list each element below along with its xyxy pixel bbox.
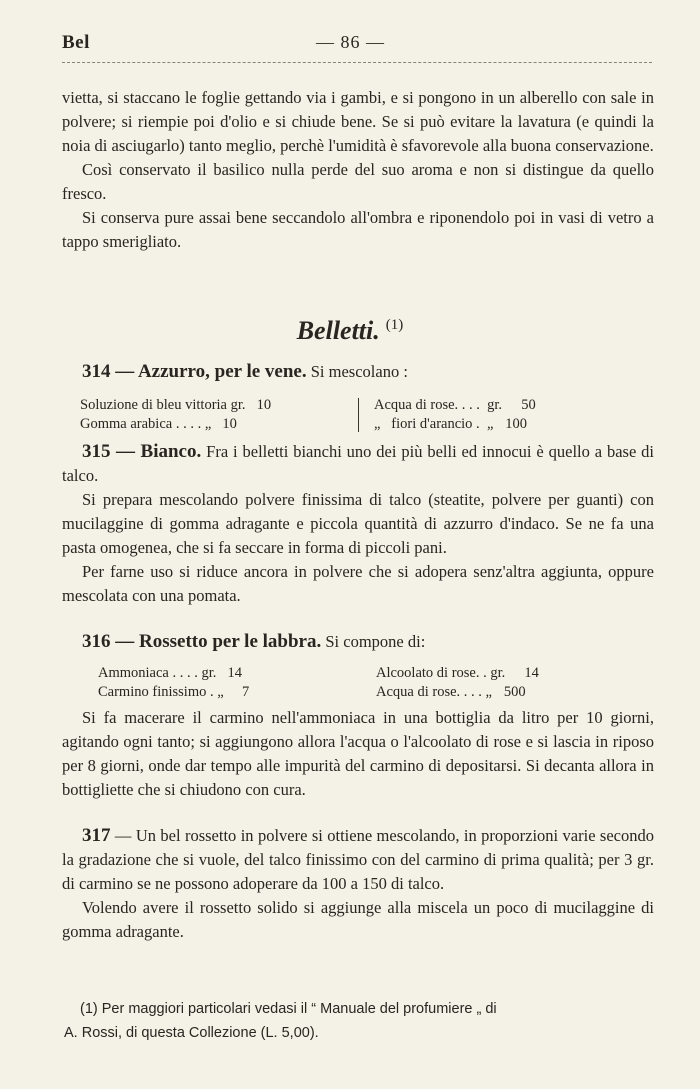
ingredient-name: Soluzione di bleu vittoria (80, 397, 227, 413)
ingredient-name: Carmino finissimo . (98, 684, 214, 700)
ingredient-name: Acqua di rose. . . . (376, 684, 482, 700)
ingredients-left (80, 396, 330, 434)
recipe-316-heading-line (62, 630, 654, 654)
running-title: Bel (62, 32, 90, 53)
recipe-316-heading: 316 — Rossetto per le labbra. (82, 631, 322, 652)
recipe-314-heading-line (62, 360, 654, 384)
page-number: — 86 — (316, 32, 385, 52)
ingredient-unit: gr. (487, 397, 503, 413)
recipe-316-paragraph: Si fa macerare il carmino nell'ammoniaca in una bottiglia da litro per 10 giorni, agitando ogni tanto; si aggiungono allora l'acqua o l'alcoolato di rose e si lascia in riposo per 8 giorni, onde dar tempo alle impurità del carmino di depositarsi. Si decanta allora in bottigliette che si chiudono con cura. (62, 708, 654, 799)
recipe-316-ingredients (80, 664, 640, 704)
ingredients-right (374, 396, 644, 434)
ingredient-name: Acqua di rose. . . . (374, 397, 480, 413)
ingredient-row (80, 396, 330, 415)
ingredient-qty: 10 (222, 416, 237, 432)
ingredient-row (98, 664, 348, 683)
recipe-315 (62, 440, 654, 608)
ingredient-qty: 14 (524, 665, 539, 681)
recipe-314-lead: Si mescolano : (306, 362, 408, 381)
section-title-text: Belletti. (296, 316, 380, 345)
ingredient-row (80, 415, 330, 434)
footnote-line: A. Rossi, di questa Collezione (L. 5,00). (64, 1025, 319, 1041)
footnote-line: (1) Per maggiori particolari vedasi il “ Manuale del profumiere „ di (80, 1001, 497, 1017)
ingredient-qty: 14 (227, 665, 243, 681)
ingredient-qty: 50 (521, 397, 536, 413)
recipe-317-heading: 317 (82, 825, 111, 846)
ingredient-row (374, 415, 644, 434)
ingredient-unit: „ (486, 416, 494, 432)
ingredient-name: Alcoolato di rose. . (376, 665, 487, 681)
section-title (0, 316, 700, 346)
recipe-314-ingredients (80, 396, 640, 436)
recipe-317-text: — Un bel rossetto in polvere si ottiene mescolando, in proporzioni varie secondo la gradazione che si vuole, del talco finissimo con del carmino di prima qualità; per 3 gr. di carmino se ne possono adoperare da 100 a 150 di talco. (62, 826, 654, 893)
ingredient-name: Gomma arabica . . . . (80, 416, 202, 432)
intro-paragraph: Così conservato il basilico nulla perde del suo aroma e non si distingue da quello fresco. (62, 160, 654, 203)
recipe-314-heading: 314 — Azzurro, per le vene. (82, 361, 307, 382)
ingredient-qty: 7 (242, 684, 250, 700)
footnote (64, 997, 660, 1045)
recipe-316-text (62, 706, 654, 802)
intro-paragraph: vietta, si staccano le foglie gettando via i gambi, e si pongono in un alberello con sale in polvere; si riempie poi d'olio e si chiude bene. Se si può evitare la lavatura (e quindi la noia di asciugarlo) tanto meglio, perchè l'umidità è sfavorevole alla buona conservazione. (62, 88, 654, 155)
column-separator (358, 398, 359, 432)
ingredient-unit: „ (485, 684, 492, 700)
recipe-315-text: Fra i belletti bianchi uno dei più belli ed innocui è quello a base di talco. (62, 442, 655, 485)
header-rule (62, 62, 652, 63)
ingredients-left (98, 664, 348, 702)
ingredient-unit: gr. (490, 665, 506, 681)
ingredient-qty: 100 (505, 416, 527, 432)
ingredient-unit: „ (204, 416, 212, 432)
ingredient-row (98, 683, 348, 702)
recipe-317 (62, 824, 654, 944)
ingredient-unit: gr. (201, 665, 217, 681)
ingredient-name: Ammoniaca . . . . (98, 665, 198, 681)
recipe-315-paragraph: Si prepara mescolando polvere finissima di talco (steatite, polvere per guanti) con mucilaggine di gomma adragante e piccola quantità di azzurro d'indaco. Se ne fa una pasta omogenea, che si fa seccare in forma di piccoli pani. (62, 490, 654, 557)
ingredient-unit: gr. (230, 397, 246, 413)
ingredient-row (374, 396, 644, 415)
intro-text (62, 86, 654, 254)
recipe-315-heading: 315 — Bianco. (82, 441, 202, 462)
ingredient-unit: „ (217, 684, 224, 700)
ingredient-name: „ fiori d'arancio . (374, 416, 480, 432)
footnote-mark: (1) (385, 317, 404, 333)
ingredient-row (376, 683, 646, 702)
recipe-316-lead: Si compone di: (321, 632, 426, 651)
ingredients-right (376, 664, 646, 702)
ingredient-qty: 500 (503, 684, 526, 700)
ingredient-row (376, 664, 646, 683)
recipe-315-paragraph: Per farne uso si riduce ancora in polvere che si adopera senz'altra aggiunta, oppure mescolata con una pomata. (62, 562, 654, 605)
intro-paragraph: Si conserva pure assai bene seccandolo all'ombra e riponendolo poi in vasi di vetro a tappo smerigliato. (62, 208, 654, 251)
ingredient-qty: 10 (256, 397, 272, 413)
recipe-317-paragraph: Volendo avere il rossetto solido si aggiunge alla miscela un poco di mucilaggine di gomma adragante. (62, 898, 654, 941)
